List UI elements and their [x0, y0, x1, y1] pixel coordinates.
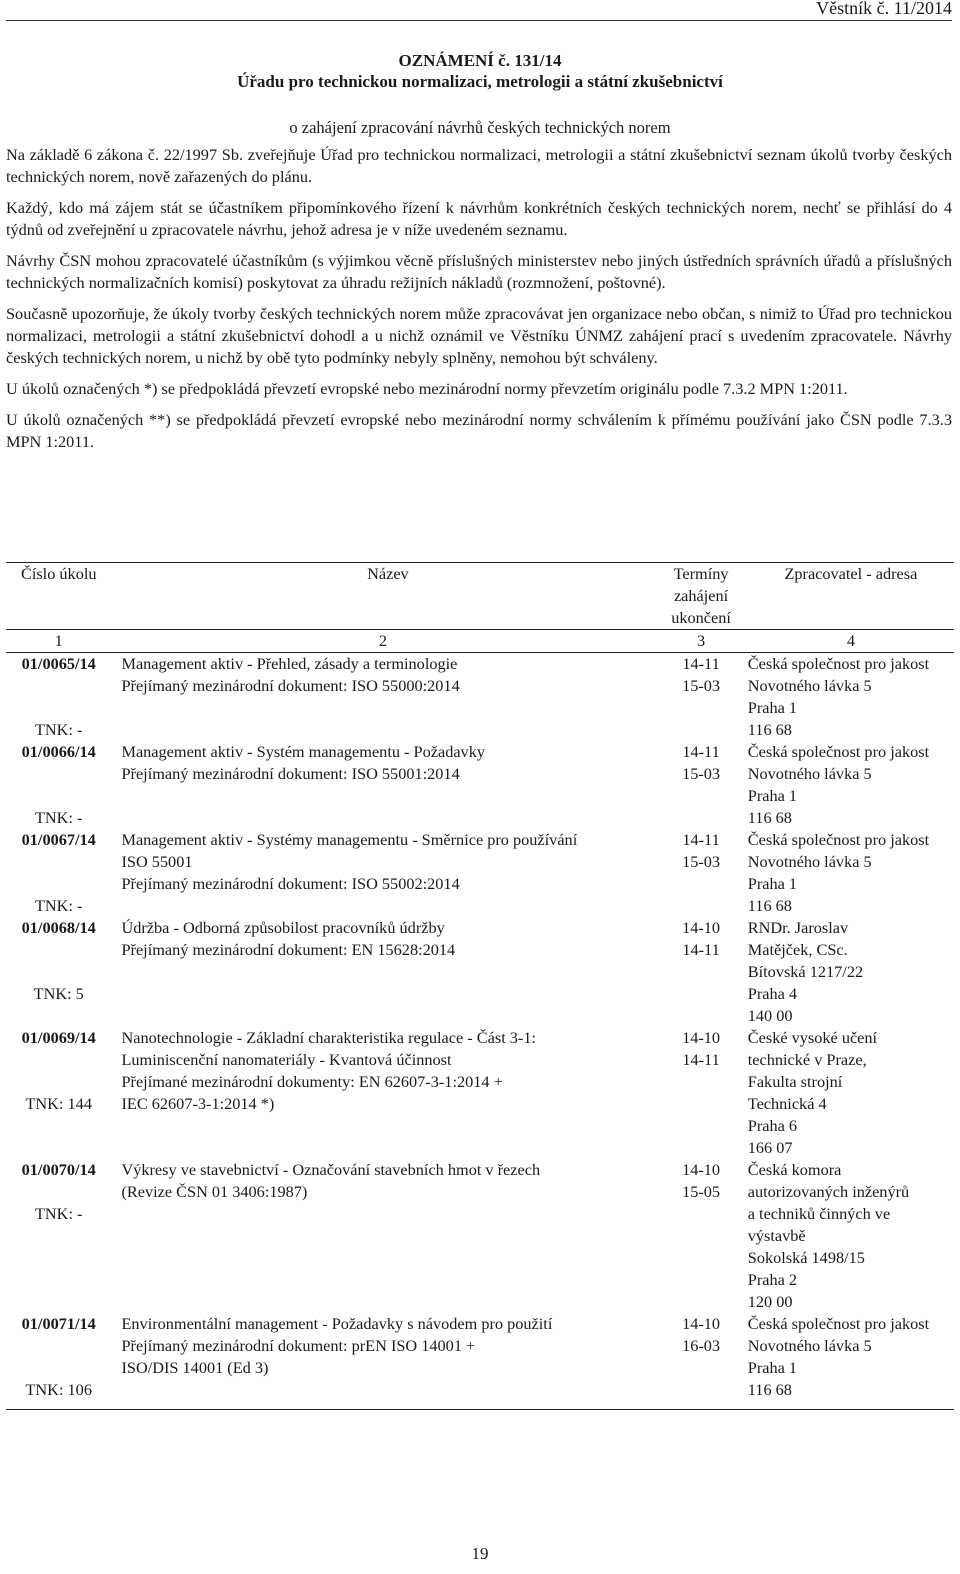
address-line: výstavbě — [747, 1226, 806, 1245]
task-date-end: 15-03 — [682, 852, 721, 871]
task-name-line: Management aktiv - Systém managementu - Požadavky — [121, 742, 485, 761]
intro-paragraphs — [6, 144, 952, 463]
spacer — [6, 1071, 111, 1093]
table-row — [6, 741, 954, 829]
page-number: 19 — [471, 1544, 489, 1563]
spacer — [6, 785, 111, 807]
task-date-end: 15-05 — [682, 1182, 721, 1201]
task-id-cell — [6, 829, 111, 917]
task-code: 01/0071/14 — [21, 1314, 96, 1333]
paragraph: U úkolů označených **) se předpokládá převzetí evropské nebo mezinárodní normy schválením k přímému používání jako ČSN podle 7.3.3 MPN 1:2011. — [6, 410, 952, 452]
task-code: 01/0067/14 — [21, 830, 96, 849]
address-line: technické v Praze, — [747, 1050, 867, 1069]
processor-address-cell — [748, 917, 954, 1027]
address-line: 116 68 — [747, 1380, 792, 1399]
task-date-start: 14-10 — [682, 1028, 721, 1047]
header-task-number: Číslo úkolu — [20, 564, 97, 583]
address-line: Praha 1 — [747, 874, 798, 893]
address-line: Bítovská 1217/22 — [747, 962, 864, 981]
address-line: 166 07 — [747, 1138, 793, 1157]
task-date-start: 14-10 — [682, 1160, 721, 1179]
task-name-line: Výkresy ve stavebnictví - Označování stavebních hmot v řezech — [121, 1160, 541, 1179]
column-number: 1 — [6, 630, 111, 653]
address-line: Novotného lávka 5 — [747, 764, 872, 783]
paragraph: Na základě 6 zákona č. 22/1997 Sb. zveřejňuje Úřad pro technickou normalizaci, metrologii a státní zkušebnictví seznam úkolů tvorby českých technických norem, nově zařazených do plánu. — [6, 145, 952, 186]
table-row — [6, 917, 954, 1027]
address-line: Praha 1 — [747, 786, 798, 805]
task-code: 01/0069/14 — [21, 1028, 96, 1047]
task-name-line: Přejímaný mezinárodní dokument: ISO 55002:2014 — [121, 874, 460, 893]
task-name-line: IEC 62607-3-1:2014 *) — [121, 1094, 275, 1113]
spacer — [6, 873, 111, 895]
task-name-line: Údržba - Odborná způsobilost pracovníků údržby — [121, 918, 445, 937]
task-name-cell — [111, 1313, 654, 1410]
address-line: 116 68 — [747, 720, 792, 739]
task-name-line: Přejímaný mezinárodní dokument: ISO 55000:2014 — [121, 676, 460, 695]
column-number: 3 — [654, 630, 747, 653]
notice-subtitle: o zahájení zpracování návrhů českých technických norem — [289, 118, 671, 137]
spacer — [6, 1357, 111, 1379]
spacer — [6, 763, 111, 785]
address-line: Česká společnost pro jakost — [747, 1314, 930, 1333]
task-name-cell — [111, 1027, 654, 1159]
paragraph: Každý, kdo má zájem stát se účastníkem připomínkového řízení k návrhům konkrétních českých technických norem, nechť se přihlásí do 4 týdnů od zveřejnění u zpracovatele návrhu, jehož adresa je v níže uvedeném seznamu. — [6, 198, 952, 239]
task-name-line: Environmentální management - Požadavky s návodem pro použití — [121, 1314, 553, 1333]
task-dates-cell — [654, 1313, 747, 1410]
task-dates-cell — [654, 653, 747, 742]
task-name-line: Přejímané mezinárodní dokumenty: EN 62607-3-1:2014 + — [121, 1072, 503, 1091]
address-line: Praha 1 — [747, 1358, 798, 1377]
task-name-cell — [111, 829, 654, 917]
task-date-end: 14-11 — [682, 940, 720, 959]
table-header-row — [6, 563, 954, 630]
task-date-end: 15-03 — [682, 764, 721, 783]
address-line: Česká společnost pro jakost — [747, 830, 930, 849]
processor-address-cell — [748, 829, 954, 917]
address-line: Česká společnost pro jakost — [747, 742, 930, 761]
task-code: 01/0065/14 — [21, 654, 96, 673]
task-id-cell — [6, 1027, 111, 1159]
address-line: Praha 1 — [747, 698, 798, 717]
task-date-start: 14-10 — [682, 918, 721, 937]
task-name-line: Přejímaný mezinárodní dokument: ISO 55001:2014 — [121, 764, 460, 783]
task-dates-cell — [654, 741, 747, 829]
address-line: Fakulta strojní — [747, 1072, 843, 1091]
spacer — [6, 1049, 111, 1071]
task-id-cell — [6, 741, 111, 829]
task-name-line: Přejímaný mezinárodní dokument: prEN ISO 14001 + — [121, 1336, 476, 1355]
address-line: 116 68 — [747, 896, 792, 915]
header-dates-l1: Termíny — [673, 564, 729, 583]
header-name: Název — [367, 564, 409, 583]
tnk-label: TNK: - — [34, 896, 83, 915]
spacer — [6, 961, 111, 983]
address-line: Praha 6 — [747, 1116, 798, 1135]
task-rows — [6, 653, 954, 1410]
task-code: 01/0066/14 — [21, 742, 96, 761]
task-name-cell — [111, 1159, 654, 1313]
table-row — [6, 1313, 954, 1410]
processor-address-cell — [748, 1159, 954, 1313]
header-rule — [6, 20, 952, 21]
task-dates-cell — [654, 1159, 747, 1313]
address-line: Novotného lávka 5 — [747, 1336, 872, 1355]
table-row — [6, 653, 954, 742]
address-line: Matějček, CSc. — [747, 940, 848, 959]
address-line: Česká společnost pro jakost — [747, 654, 930, 673]
task-name-line: ISO/DIS 14001 (Ed 3) — [121, 1358, 269, 1377]
task-date-start: 14-10 — [682, 1314, 721, 1333]
notice-title: OZNÁMENÍ č. 131/14 — [398, 51, 562, 70]
address-line: 140 00 — [747, 1006, 793, 1025]
table-row — [6, 1159, 954, 1313]
task-dates-cell — [654, 829, 747, 917]
spacer — [6, 1335, 111, 1357]
column-number: 4 — [748, 630, 954, 653]
tnk-label: TNK: 144 — [25, 1094, 92, 1113]
address-line: 120 00 — [747, 1292, 793, 1311]
table-row — [6, 829, 954, 917]
task-code: 01/0070/14 — [21, 1160, 96, 1179]
task-name-line: Nanotechnologie - Základní charakteristika regulace - Část 3-1: — [121, 1028, 537, 1047]
spacer — [6, 675, 111, 697]
processor-address-cell — [748, 653, 954, 742]
tnk-label: TNK: 5 — [33, 984, 84, 1003]
tnk-label: TNK: - — [34, 808, 83, 827]
task-id-cell — [6, 1159, 111, 1313]
task-name-line: Management aktiv - Přehled, zásady a terminologie — [121, 654, 458, 673]
address-line: RNDr. Jaroslav — [747, 918, 849, 937]
header-dates-l3: ukončení — [671, 608, 731, 627]
header-processor: Zpracovatel - adresa — [784, 564, 918, 583]
paragraph: Současně upozorňuje, že úkoly tvorby českých technických norem může zpracovávat jen organizace nebo občan, s nimiž to Úřad pro technickou normalizaci, metrologii a státní zkušebnictví dohodl a u nichž oznámil ve Věstníku ÚNMZ zahájení prací s uvedením zpracovatele. Návrhy českých technických norem, u nichž by obě tyto podmínky nebyly splněny, nemohou být schváleny. — [6, 304, 952, 367]
task-code: 01/0068/14 — [21, 918, 96, 937]
address-line: Novotného lávka 5 — [747, 676, 872, 695]
address-line: Praha 4 — [747, 984, 798, 1003]
task-date-end: 16-03 — [682, 1336, 721, 1355]
address-line: a techniků činných ve — [747, 1204, 891, 1223]
spacer — [6, 851, 111, 873]
task-dates-cell — [654, 917, 747, 1027]
table-row — [6, 1027, 954, 1159]
spacer — [6, 697, 111, 719]
task-date-start: 14-11 — [682, 654, 720, 673]
task-id-cell — [6, 917, 111, 1027]
address-line: Sokolská 1498/15 — [747, 1248, 865, 1267]
column-number-row — [6, 630, 954, 653]
processor-address-cell — [748, 741, 954, 829]
header-dates-l2: zahájení — [673, 586, 729, 605]
address-line: Praha 2 — [747, 1270, 798, 1289]
paragraph: U úkolů označených *) se předpokládá převzetí evropské nebo mezinárodní normy převzetím originálu podle 7.3.2 MPN 1:2011. — [6, 379, 848, 399]
task-date-end: 14-11 — [682, 1050, 720, 1069]
task-name-cell — [111, 741, 654, 829]
address-line: Novotného lávka 5 — [747, 852, 872, 871]
spacer — [6, 939, 111, 961]
address-line: 116 68 — [747, 808, 792, 827]
task-name-line: Management aktiv - Systémy managementu - Směrnice pro používání — [121, 830, 578, 849]
task-name-line: Luminiscenční nanomateriály - Kvantová účinnost — [121, 1050, 452, 1069]
address-line: Česká komora — [747, 1160, 842, 1179]
title-block — [0, 50, 960, 92]
address-line: České vysoké učení — [747, 1028, 878, 1047]
journal-issue: Věstník č. 11/2014 — [816, 0, 952, 18]
task-id-cell — [6, 1313, 111, 1410]
task-name-cell — [111, 653, 654, 742]
processor-address-cell — [748, 1027, 954, 1159]
task-name-line: ISO 55001 — [121, 852, 193, 871]
tnk-label: TNK: 106 — [25, 1380, 92, 1399]
task-name-line: (Revize ČSN 01 3406:1987) — [121, 1182, 308, 1201]
paragraph: Návrhy ČSN mohou zpracovatelé účastníkům (s výjimkou věcně příslušných ministerstev nebo jiných ústředních správních úřadů a příslušných technických normalizačních komisí) poskytovat za úhradu režijních nákladů (rozmnožení, poštovné). — [6, 251, 952, 292]
task-date-start: 14-11 — [682, 742, 720, 761]
task-id-cell — [6, 653, 111, 742]
tnk-label: TNK: - — [34, 1204, 83, 1223]
task-name-cell — [111, 917, 654, 1027]
task-name-line: Přejímaný mezinárodní dokument: EN 15628:2014 — [121, 940, 456, 959]
tasks-table — [6, 562, 954, 1410]
address-line: Technická 4 — [747, 1094, 827, 1113]
address-line: autorizovaných inženýrů — [747, 1182, 910, 1201]
spacer — [6, 1181, 111, 1203]
notice-issuer: Úřadu pro technickou normalizaci, metrologii a státní zkušebnictví — [237, 72, 723, 91]
task-dates-cell — [654, 1027, 747, 1159]
column-number: 2 — [111, 630, 654, 653]
processor-address-cell — [748, 1313, 954, 1410]
task-date-end: 15-03 — [682, 676, 721, 695]
task-date-start: 14-11 — [682, 830, 720, 849]
header-dates — [654, 563, 747, 630]
tnk-label: TNK: - — [34, 720, 83, 739]
